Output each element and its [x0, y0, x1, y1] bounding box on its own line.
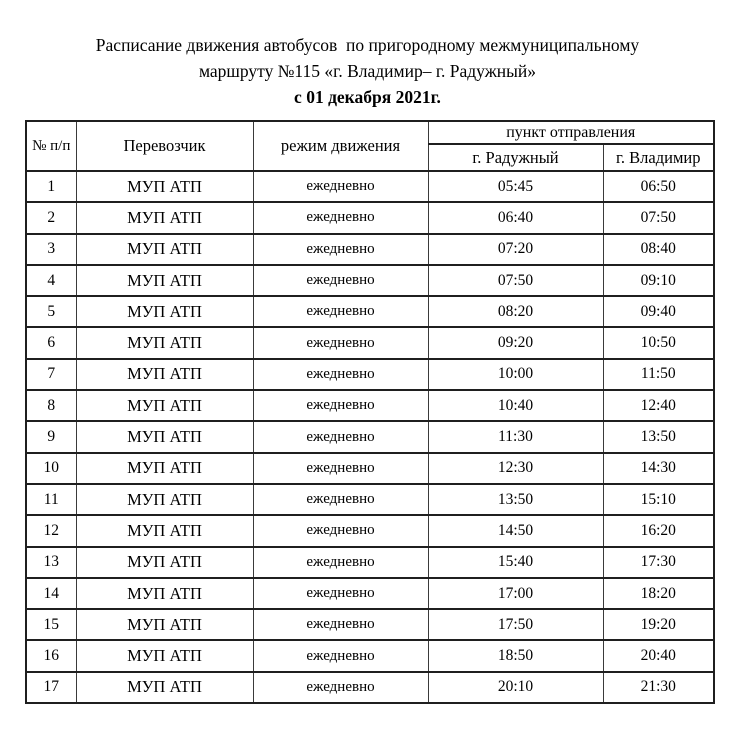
- cell-schedule-mode: ежедневно: [253, 672, 428, 703]
- cell-row-number: 1: [26, 171, 76, 202]
- cell-departure-vladimir: 13:50: [603, 421, 714, 452]
- table-row: [26, 327, 714, 358]
- table-row: [26, 453, 714, 484]
- cell-row-number: 15: [26, 609, 76, 640]
- cell-carrier: МУП АТП: [76, 484, 253, 515]
- bus-schedule-table: [25, 120, 715, 704]
- cell-departure-vladimir: 09:10: [603, 265, 714, 296]
- schedule-table-body: [26, 171, 714, 703]
- cell-departure-vladimir: 20:40: [603, 640, 714, 671]
- cell-carrier: МУП АТП: [76, 359, 253, 390]
- header-city-vladimir: г. Владимир: [603, 144, 714, 171]
- cell-carrier: МУП АТП: [76, 265, 253, 296]
- table-row: [26, 640, 714, 671]
- title-line-2: маршруту №115 «г. Владимир– г. Радужный»: [198, 61, 537, 81]
- cell-schedule-mode: ежедневно: [253, 234, 428, 265]
- cell-schedule-mode: ежедневно: [253, 265, 428, 296]
- cell-schedule-mode: ежедневно: [253, 578, 428, 609]
- cell-row-number: 11: [26, 484, 76, 515]
- header-schedule-mode: режим движения: [253, 121, 428, 171]
- title-line-3-effective-date: с 01 декабря 2021г.: [294, 87, 441, 107]
- header-city-raduzhny: г. Радужный: [428, 144, 603, 171]
- cell-row-number: 17: [26, 672, 76, 703]
- cell-carrier: МУП АТП: [76, 234, 253, 265]
- cell-carrier: МУП АТП: [76, 578, 253, 609]
- cell-departure-raduzhny: 15:40: [428, 547, 603, 578]
- cell-carrier: МУП АТП: [76, 171, 253, 202]
- cell-departure-vladimir: 15:10: [603, 484, 714, 515]
- cell-departure-vladimir: 21:30: [603, 672, 714, 703]
- cell-carrier: МУП АТП: [76, 547, 253, 578]
- cell-departure-vladimir: 07:50: [603, 202, 714, 233]
- cell-row-number: 10: [26, 453, 76, 484]
- cell-schedule-mode: ежедневно: [253, 609, 428, 640]
- table-row: [26, 515, 714, 546]
- cell-schedule-mode: ежедневно: [253, 359, 428, 390]
- table-row: [26, 171, 714, 202]
- cell-row-number: 4: [26, 265, 76, 296]
- cell-row-number: 8: [26, 390, 76, 421]
- cell-departure-raduzhny: 20:10: [428, 672, 603, 703]
- cell-row-number: 7: [26, 359, 76, 390]
- cell-schedule-mode: ежедневно: [253, 484, 428, 515]
- cell-departure-raduzhny: 07:20: [428, 234, 603, 265]
- table-row: [26, 672, 714, 703]
- cell-row-number: 13: [26, 547, 76, 578]
- table-row: [26, 390, 714, 421]
- header-row-number: № п/п: [26, 121, 76, 171]
- table-row: [26, 359, 714, 390]
- cell-departure-raduzhny: 17:50: [428, 609, 603, 640]
- title-line-1: Расписание движения автобусов по пригородному межмуниципальному: [95, 35, 640, 55]
- table-row: [26, 421, 714, 452]
- cell-departure-raduzhny: 06:40: [428, 202, 603, 233]
- cell-carrier: МУП АТП: [76, 327, 253, 358]
- cell-departure-vladimir: 12:40: [603, 390, 714, 421]
- cell-departure-raduzhny: 10:00: [428, 359, 603, 390]
- cell-carrier: МУП АТП: [76, 672, 253, 703]
- cell-schedule-mode: ежедневно: [253, 202, 428, 233]
- cell-departure-vladimir: 16:20: [603, 515, 714, 546]
- cell-row-number: 2: [26, 202, 76, 233]
- table-row: [26, 296, 714, 327]
- cell-departure-vladimir: 10:50: [603, 327, 714, 358]
- cell-departure-vladimir: 11:50: [603, 359, 714, 390]
- cell-departure-raduzhny: 07:50: [428, 265, 603, 296]
- cell-schedule-mode: ежедневно: [253, 547, 428, 578]
- header-departure-point: пункт отправления: [428, 121, 714, 144]
- cell-schedule-mode: ежедневно: [253, 171, 428, 202]
- cell-departure-vladimir: 17:30: [603, 547, 714, 578]
- cell-schedule-mode: ежедневно: [253, 421, 428, 452]
- cell-carrier: МУП АТП: [76, 390, 253, 421]
- page-title: [0, 32, 735, 110]
- cell-departure-raduzhny: 18:50: [428, 640, 603, 671]
- cell-departure-raduzhny: 05:45: [428, 171, 603, 202]
- cell-carrier: МУП АТП: [76, 453, 253, 484]
- cell-carrier: МУП АТП: [76, 609, 253, 640]
- cell-departure-vladimir: 14:30: [603, 453, 714, 484]
- cell-schedule-mode: ежедневно: [253, 327, 428, 358]
- table-row: [26, 609, 714, 640]
- cell-row-number: 9: [26, 421, 76, 452]
- cell-carrier: МУП АТП: [76, 515, 253, 546]
- table-row: [26, 202, 714, 233]
- cell-schedule-mode: ежедневно: [253, 453, 428, 484]
- cell-departure-vladimir: 19:20: [603, 609, 714, 640]
- table-row: [26, 265, 714, 296]
- cell-departure-raduzhny: 09:20: [428, 327, 603, 358]
- cell-schedule-mode: ежедневно: [253, 640, 428, 671]
- table-row: [26, 578, 714, 609]
- cell-departure-vladimir: 06:50: [603, 171, 714, 202]
- cell-departure-raduzhny: 13:50: [428, 484, 603, 515]
- cell-departure-raduzhny: 12:30: [428, 453, 603, 484]
- table-row: [26, 234, 714, 265]
- table-row: [26, 484, 714, 515]
- cell-row-number: 16: [26, 640, 76, 671]
- header-carrier: Перевозчик: [76, 121, 253, 171]
- cell-schedule-mode: ежедневно: [253, 515, 428, 546]
- cell-carrier: МУП АТП: [76, 421, 253, 452]
- cell-departure-raduzhny: 10:40: [428, 390, 603, 421]
- cell-departure-vladimir: 18:20: [603, 578, 714, 609]
- table-row: [26, 547, 714, 578]
- cell-departure-raduzhny: 17:00: [428, 578, 603, 609]
- cell-departure-raduzhny: 14:50: [428, 515, 603, 546]
- cell-carrier: МУП АТП: [76, 296, 253, 327]
- cell-row-number: 5: [26, 296, 76, 327]
- cell-departure-raduzhny: 11:30: [428, 421, 603, 452]
- cell-row-number: 14: [26, 578, 76, 609]
- cell-carrier: МУП АТП: [76, 202, 253, 233]
- cell-row-number: 12: [26, 515, 76, 546]
- cell-departure-raduzhny: 08:20: [428, 296, 603, 327]
- cell-carrier: МУП АТП: [76, 640, 253, 671]
- cell-schedule-mode: ежедневно: [253, 390, 428, 421]
- cell-departure-vladimir: 09:40: [603, 296, 714, 327]
- cell-departure-vladimir: 08:40: [603, 234, 714, 265]
- cell-row-number: 6: [26, 327, 76, 358]
- cell-schedule-mode: ежедневно: [253, 296, 428, 327]
- cell-row-number: 3: [26, 234, 76, 265]
